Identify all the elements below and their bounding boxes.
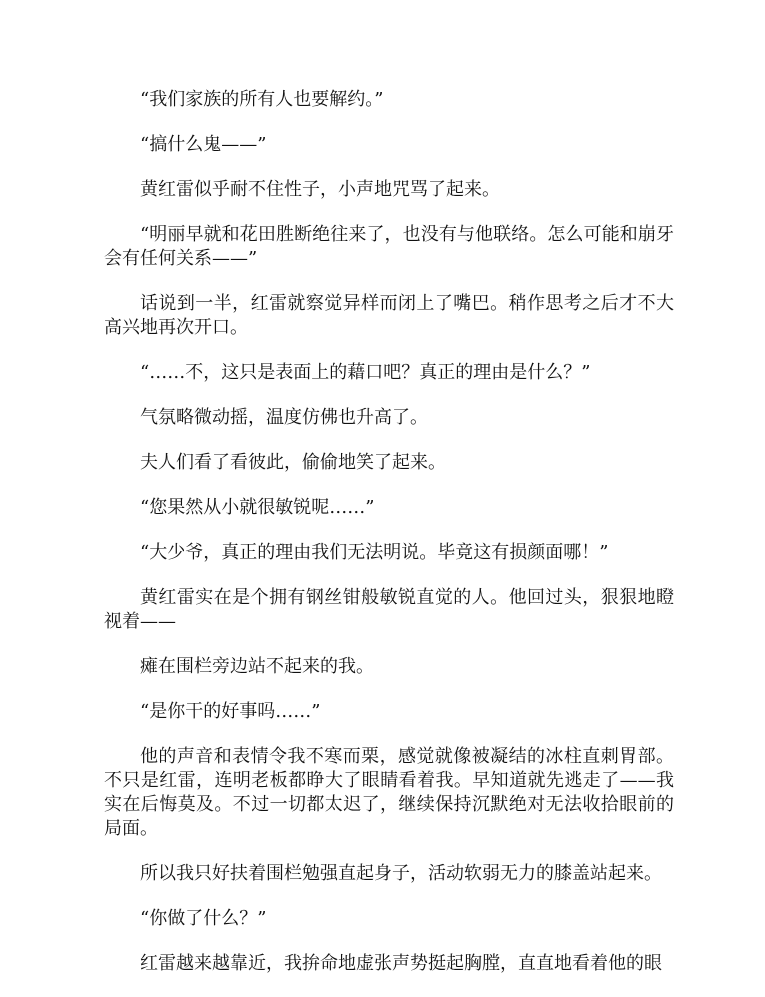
paragraph: 话说到一半，红雷就察觉异样而闭上了嘴巴。稍作思考之后才不大高兴地再次开口。 xyxy=(104,293,674,338)
paragraph: 瘫在围栏旁边站不起来的我。 xyxy=(140,656,374,677)
document-body xyxy=(104,88,674,997)
paragraph: 他的声音和表情令我不寒而栗，感觉就像被凝结的冰柱直刺胃部。不只是红雷，连明老板都睁大了眼睛看着我。早知道就先逃走了——我实在后悔莫及。不过一切都太迟了，继续保持沉默绝对无法收拾眼前的局面。 xyxy=(104,746,674,839)
paragraph: 气氛略微动摇，温度仿佛也升高了。 xyxy=(140,407,428,428)
paragraph: 黄红雷实在是个拥有钢丝钳般敏锐直觉的人。他回过头，狠狠地瞪视着—— xyxy=(104,587,674,632)
paragraph: “搞什么鬼——” xyxy=(140,134,267,155)
paragraph: “我们家族的所有人也要解约。” xyxy=(140,89,384,110)
paragraph: “您果然从小就很敏锐呢……” xyxy=(140,497,375,518)
paragraph: “你做了什么？” xyxy=(140,908,267,929)
paragraph: 黄红雷似乎耐不住性子，小声地咒骂了起来。 xyxy=(140,179,500,200)
paragraph: 所以我只好扶着围栏勉强直起身子，活动软弱无力的膝盖站起来。 xyxy=(140,863,662,884)
paragraph: “是你干的好事吗……” xyxy=(140,701,321,722)
paragraph: 红雷越来越靠近，我拚命地虚张声势挺起胸膛，直直地看着他的眼 xyxy=(140,953,662,974)
paragraph: “大少爷，真正的理由我们无法明说。毕竟这有损颜面哪！” xyxy=(140,542,609,563)
paragraph: “……不，这只是表面上的藉口吧？真正的理由是什么？” xyxy=(140,362,591,383)
paragraph: “明丽早就和花田胜断绝往来了，也没有与他联络。怎么可能和崩牙会有任何关系——” xyxy=(104,224,674,269)
paragraph: 夫人们看了看彼此，偷偷地笑了起来。 xyxy=(140,452,446,473)
